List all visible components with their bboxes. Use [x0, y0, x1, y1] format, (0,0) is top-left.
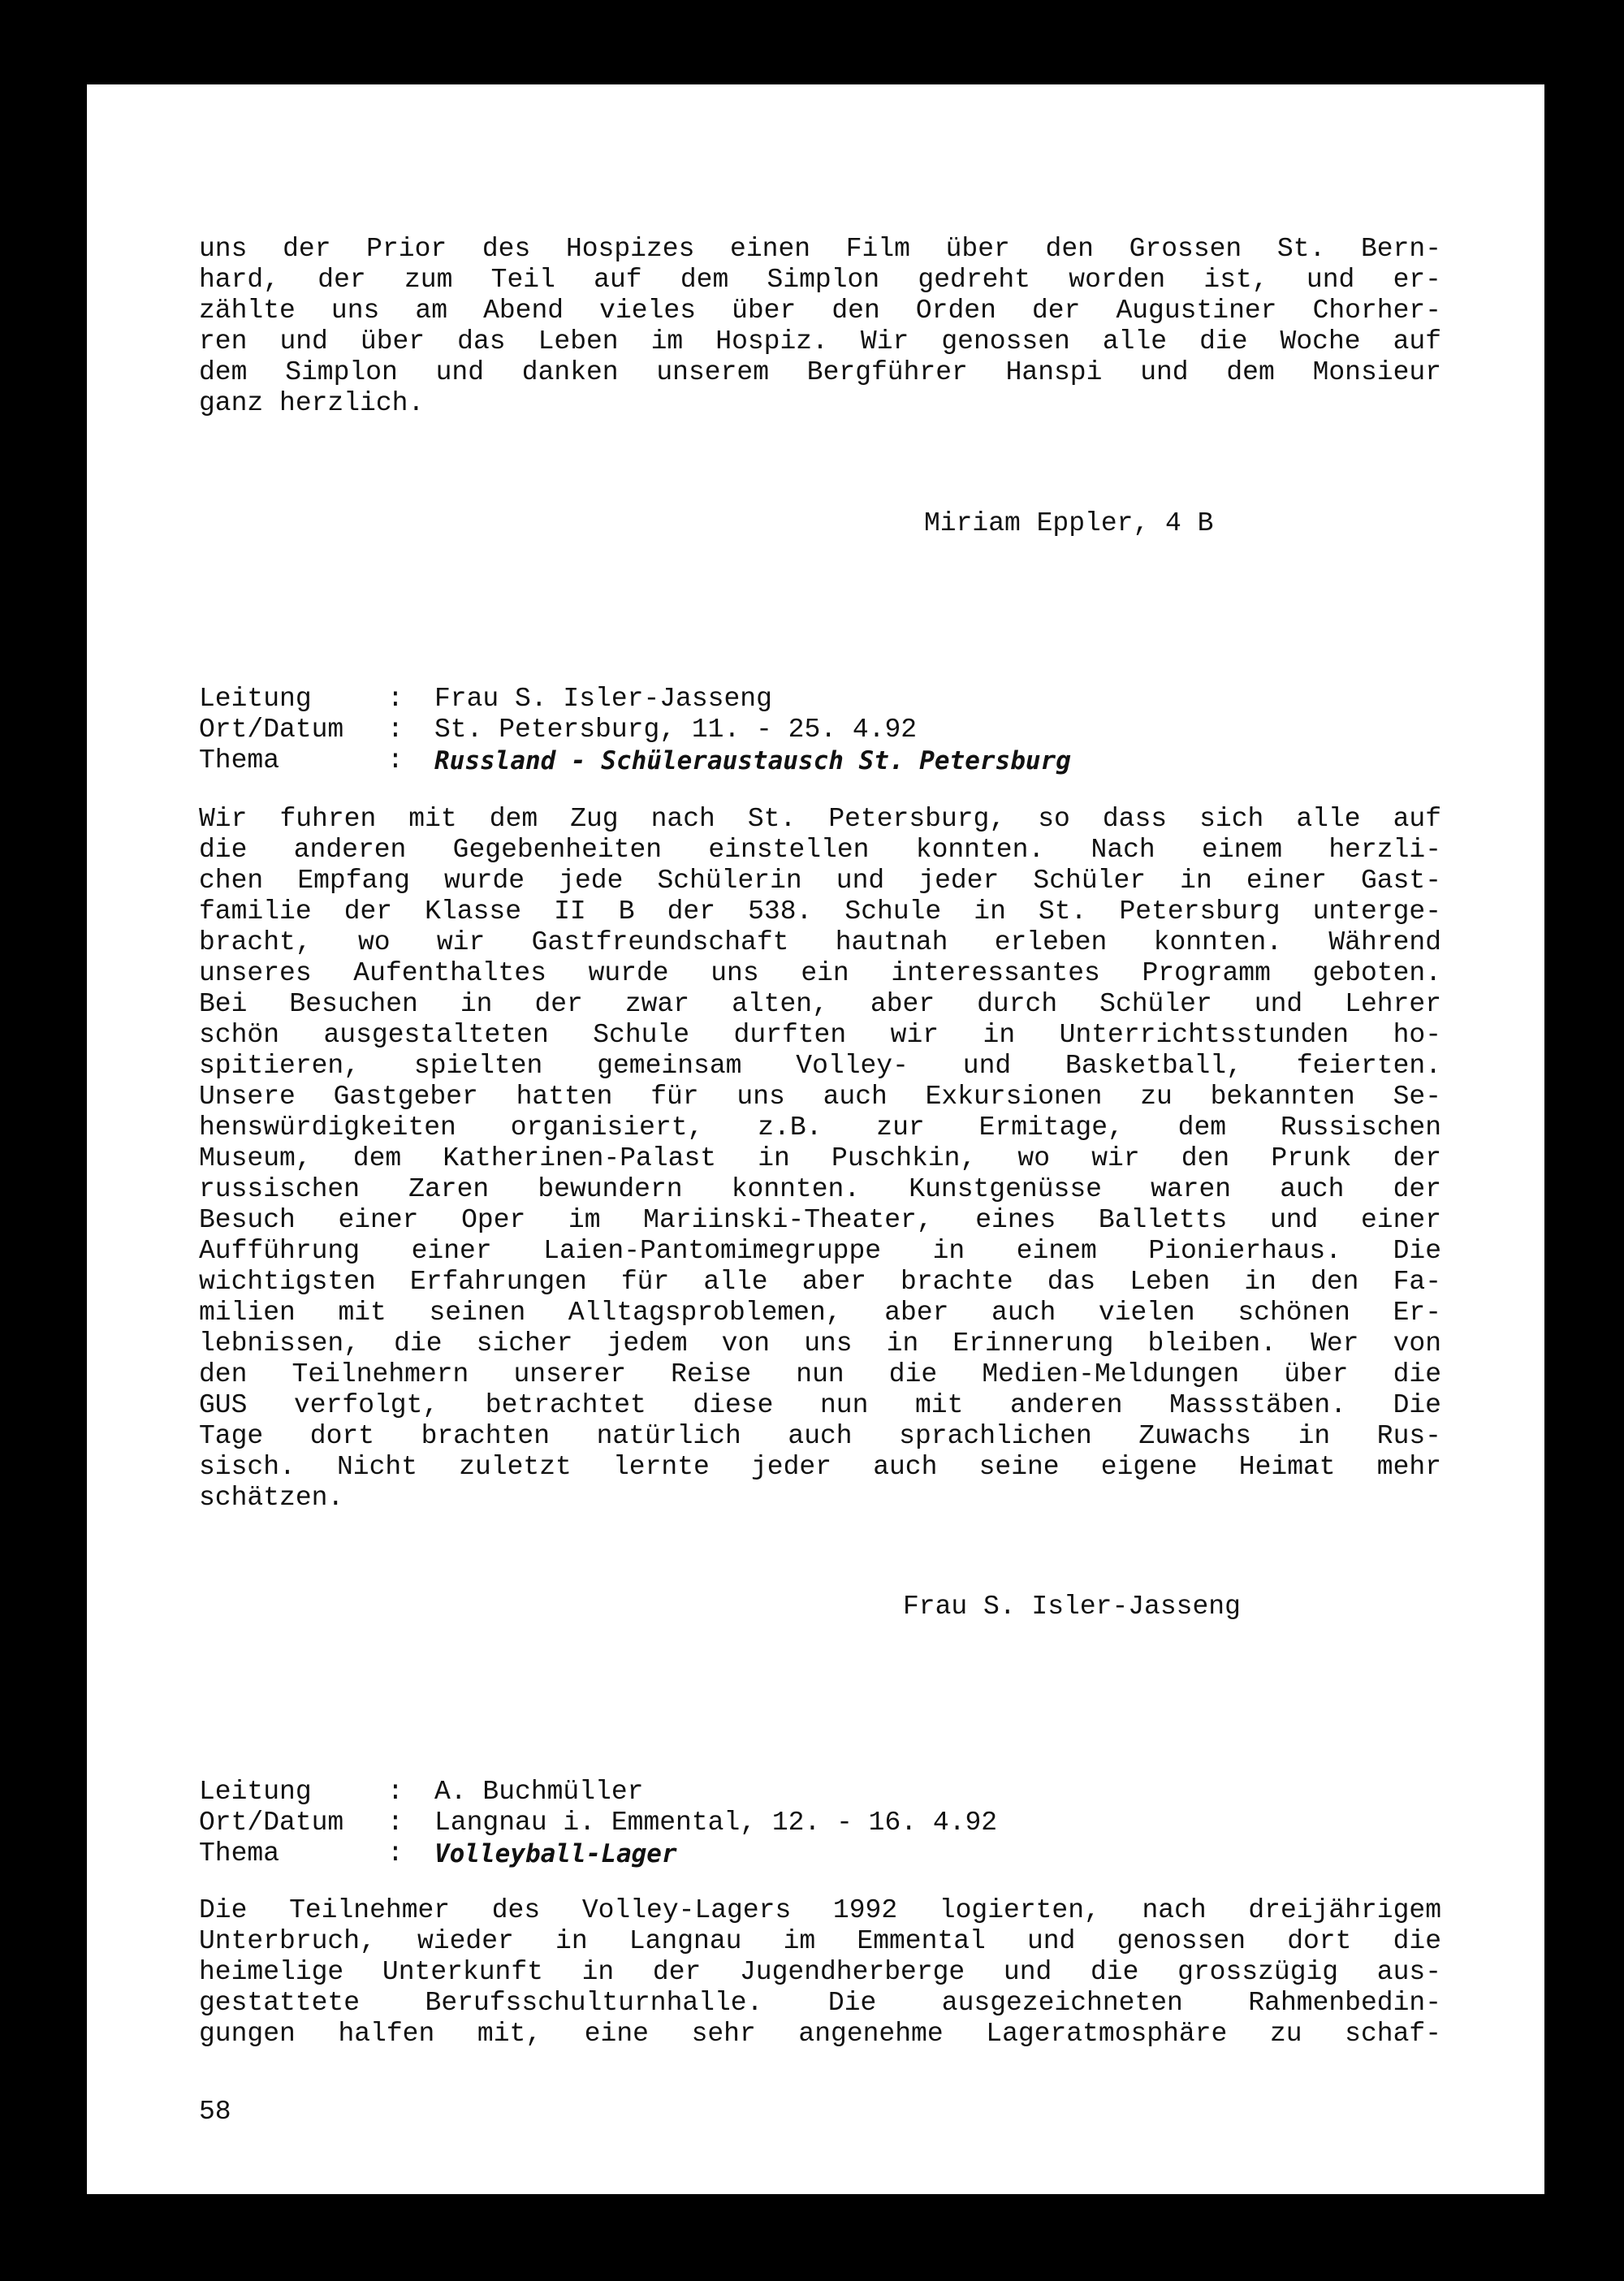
paragraph-line: den Teilnehmern unserer Reise nun die Medien-Meldungen über die	[199, 1359, 1441, 1389]
paragraph-line: sisch. Nicht zuletzt lernte jeder auch seine eigene Heimat mehr	[199, 1452, 1441, 1482]
separator: :	[387, 1838, 404, 1868]
author-signature: Frau S. Isler-Jasseng	[903, 1592, 1241, 1622]
leitung-row	[199, 1777, 1449, 1808]
paragraph-line: hard, der zum Teil auf dem Simplon gedreht worden ist, und er-	[199, 265, 1441, 295]
paragraph-line: Die Teilnehmer des Volley-Lagers 1992 logierten, nach dreijährigem	[199, 1895, 1441, 1925]
paragraph-line: zählte uns am Abend vieles über den Orden der Augustiner Chorher-	[199, 296, 1441, 326]
paragraph-line: ganz herzlich.	[199, 388, 425, 418]
paragraph-line: schön ausgestalteten Schule durften wir in Unterrichtsstunden ho-	[199, 1020, 1441, 1050]
volleyball-report-paragraph	[199, 1895, 1441, 2050]
separator: :	[387, 1777, 404, 1807]
leitung-label: Leitung	[199, 1777, 312, 1807]
page-number: 58	[199, 2097, 231, 2127]
leitung-label: Leitung	[199, 684, 312, 714]
paragraph-line: Bei Besuchen in der zwar alten, aber durch Schüler und Lehrer	[199, 989, 1441, 1019]
paragraph-line: Aufführung einer Laien-Pantomimegruppe in einem Pionierhaus. Die	[199, 1236, 1441, 1266]
separator: :	[387, 715, 404, 745]
paragraph-line: bracht, wo wir Gastfreundschaft hautnah erleben konnten. Während	[199, 927, 1441, 957]
paragraph-line: schätzen.	[199, 1483, 344, 1513]
paragraph-line: Tage dort brachten natürlich auch sprachlichen Zuwachs in Rus-	[199, 1421, 1441, 1451]
paragraph-line: familie der Klasse II B der 538. Schule in St. Petersburg unterge-	[199, 896, 1441, 927]
document-page	[87, 84, 1544, 2194]
paragraph-line: heimelige Unterkunft in der Jugendherberge und die grosszügig aus-	[199, 1957, 1441, 1987]
paragraph-line: wichtigsten Erfahrungen für alle aber brachte das Leben in den Fa-	[199, 1267, 1441, 1297]
thema-label: Thema	[199, 745, 280, 775]
thema-value: Volleyball-Lager	[434, 1839, 677, 1868]
leitung-value: Frau S. Isler-Jasseng	[434, 684, 772, 714]
leitung-value: A. Buchmüller	[434, 1777, 644, 1807]
separator: :	[387, 684, 404, 714]
paragraph-line: GUS verfolgt, betrachtet diese nun mit anderen Massstäben. Die	[199, 1390, 1441, 1420]
paragraph-line: unseres Aufenthaltes wurde uns ein interessantes Programm geboten.	[199, 958, 1441, 988]
leitung-row	[199, 684, 1449, 715]
paragraph-line: dem Simplon und danken unserem Bergführer Hanspi und dem Monsieur	[199, 357, 1441, 387]
trip-info-block	[199, 684, 1449, 776]
paragraph-line: die anderen Gegebenheiten einstellen konnten. Nach einem herzli-	[199, 835, 1441, 865]
paragraph-line: Wir fuhren mit dem Zug nach St. Petersburg, so dass sich alle auf	[199, 804, 1441, 834]
separator: :	[387, 745, 404, 775]
paragraph-line: gestattete Berufsschulturnhalle. Die ausgezeichneten Rahmenbedin-	[199, 1988, 1441, 2018]
paragraph-line: milien mit seinen Alltagsproblemen, aber auch vielen schönen Er-	[199, 1298, 1441, 1328]
paragraph-line: chen Empfang wurde jede Schülerin und jeder Schüler in einer Gast-	[199, 866, 1441, 896]
paragraph-line: Unterbruch, wieder in Langnau im Emmental und genossen dort die	[199, 1926, 1441, 1956]
thema-value: Russland - Schüleraustausch St. Petersburg	[434, 746, 1071, 775]
ort-datum-label: Ort/Datum	[199, 1808, 344, 1838]
thema-row	[199, 745, 1449, 776]
paragraph-line: russischen Zaren bewundern konnten. Kunstgenüsse waren auch der	[199, 1174, 1441, 1204]
paragraph-line: Museum, dem Katherinen-Palast in Puschkin, wo wir den Prunk der	[199, 1143, 1441, 1173]
paragraph-line: gungen halfen mit, eine sehr angenehme Lageratmosphäre zu schaf-	[199, 2019, 1441, 2049]
paragraph-line: Besuch einer Oper im Mariinski-Theater, eines Balletts und einer	[199, 1205, 1441, 1235]
separator: :	[387, 1808, 404, 1838]
paragraph-line: henswürdigkeiten organisiert, z.B. zur Ermitage, dem Russischen	[199, 1112, 1441, 1143]
simplon-report-paragraph	[199, 234, 1441, 419]
trip-info-block	[199, 1777, 1449, 1869]
paragraph-line: lebnissen, die sicher jedem von uns in Erinnerung bleiben. Wer von	[199, 1328, 1441, 1359]
author-signature: Miriam Eppler, 4 B	[924, 508, 1214, 538]
thema-label: Thema	[199, 1838, 280, 1868]
paragraph-line: uns der Prior des Hospizes einen Film über den Grossen St. Bern-	[199, 234, 1441, 264]
paragraph-line: ren und über das Leben im Hospiz. Wir genossen alle die Woche auf	[199, 326, 1441, 356]
paragraph-line: spitieren, spielten gemeinsam Volley- und Basketball, feierten.	[199, 1051, 1441, 1081]
paragraph-line: Unsere Gastgeber hatten für uns auch Exkursionen zu bekannten Se-	[199, 1082, 1441, 1112]
ort-datum-value: St. Petersburg, 11. - 25. 4.92	[434, 715, 918, 745]
thema-row	[199, 1838, 1449, 1869]
ort-datum-row	[199, 1808, 1449, 1838]
petersburg-report-paragraph	[199, 804, 1441, 1514]
ort-datum-value: Langnau i. Emmental, 12. - 16. 4.92	[434, 1808, 998, 1838]
ort-datum-label: Ort/Datum	[199, 715, 344, 745]
ort-datum-row	[199, 715, 1449, 745]
